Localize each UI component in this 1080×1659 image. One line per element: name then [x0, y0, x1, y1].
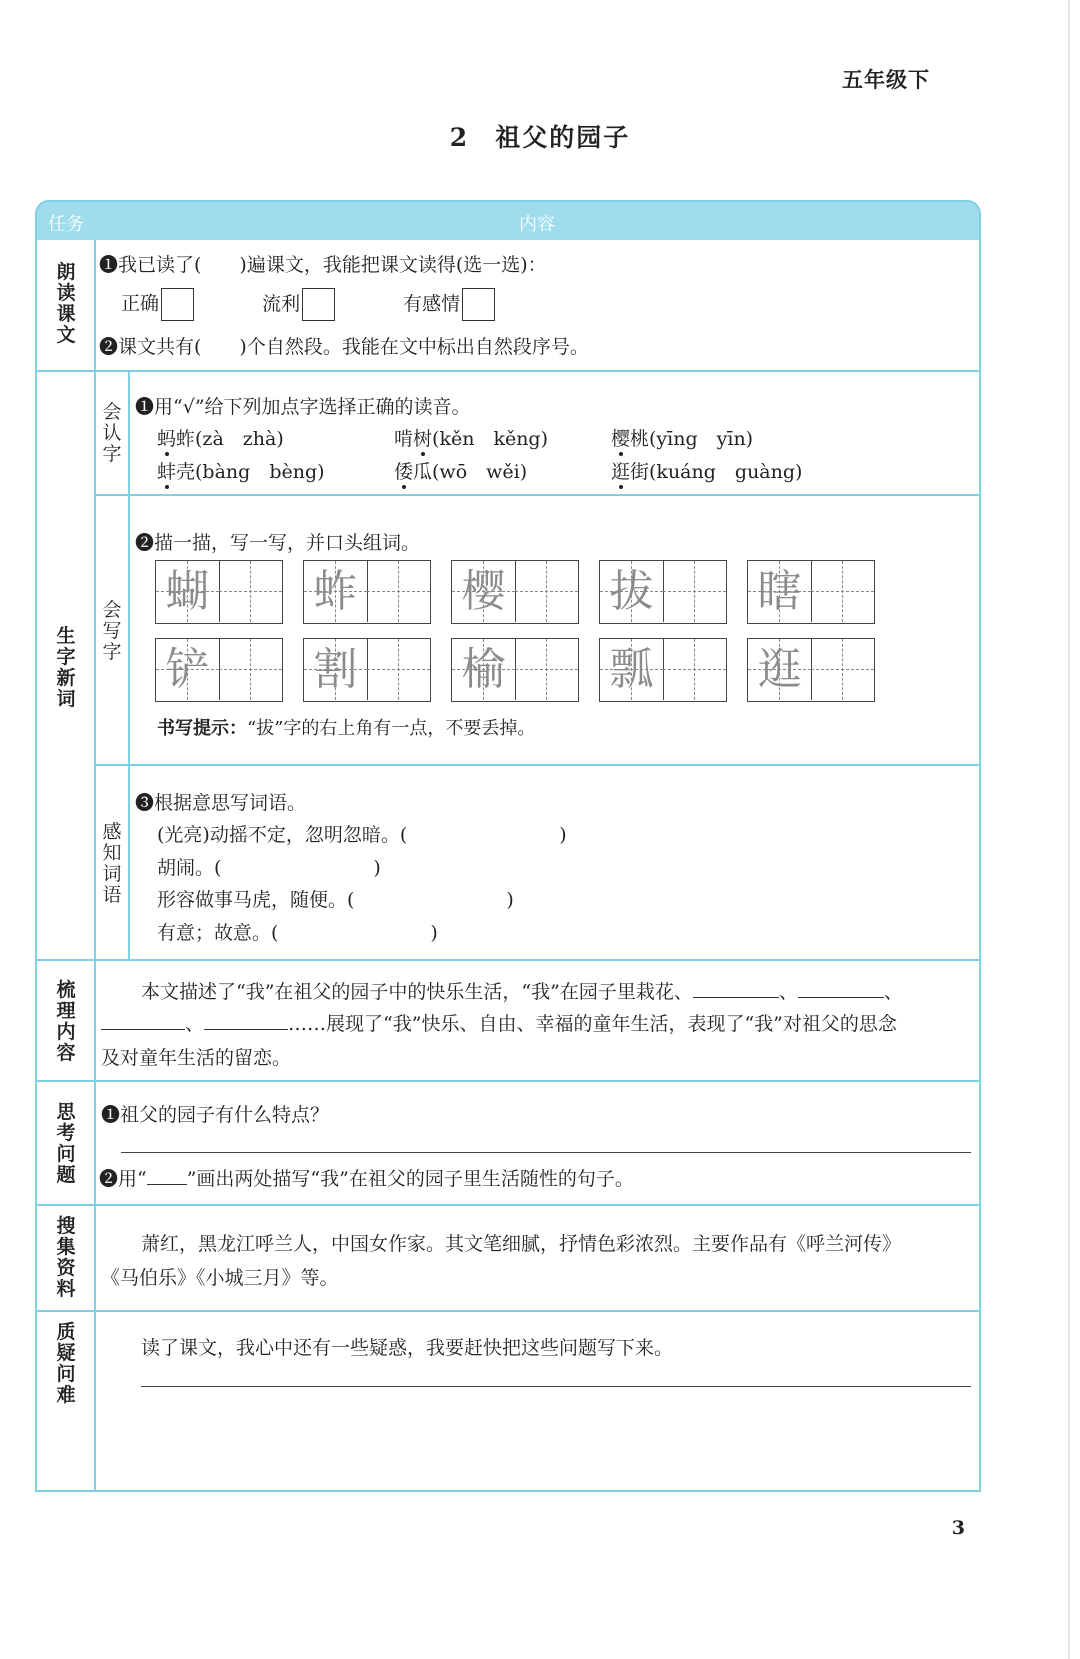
vertical-char: 问: [56, 1363, 76, 1385]
summary-line-3: 及对童年生活的留恋。: [101, 1047, 292, 1069]
line-sample: [147, 1166, 187, 1185]
writing-grid[interactable]: [303, 638, 431, 702]
label-question: [37, 1322, 95, 1406]
trace-char: 樱: [461, 566, 506, 617]
item-post: 街(kuáng guàng): [630, 461, 803, 483]
write-instruction: ❷描一描，写一写，并口头组词。: [135, 532, 421, 554]
vertical-char: 文: [56, 324, 76, 346]
sep: 、: [185, 1013, 205, 1035]
label-write: [96, 600, 128, 663]
question-text: 读了课文，我心中还有一些疑惑，我要赶快把这些问题写下来。: [141, 1337, 674, 1359]
writing-grid[interactable]: [747, 638, 875, 702]
vertical-char: 词: [102, 863, 122, 885]
vertical-char: 语: [102, 884, 122, 906]
summary-text-b: ……展现了“我”快乐、自由、幸福的童年生活，表现了“我”对祖父的思念: [288, 1013, 897, 1035]
vertical-char: 资: [56, 1257, 76, 1279]
trace-char: 逛: [757, 644, 802, 695]
blank-3[interactable]: [101, 1011, 185, 1030]
row-divider: [96, 764, 979, 766]
sublabel-divider: [128, 372, 130, 959]
label-question-text: [37, 1322, 95, 1406]
vertical-char: 词: [56, 688, 76, 710]
recognize-item-5: [394, 457, 527, 484]
perceive-item-1: (光亮)动摇不定，忽明忽暗。( ): [157, 824, 567, 846]
vertical-char: 感: [102, 821, 122, 843]
recognize-item-4: [157, 457, 325, 484]
worksheet-table: [35, 200, 981, 1492]
sep: 、: [883, 981, 903, 1003]
vertical-char: 会: [102, 599, 122, 621]
q2-text-a: ❷用“: [99, 1168, 147, 1190]
vertical-char: 思: [56, 1101, 76, 1123]
row-divider: [37, 370, 979, 372]
lesson-number: 2: [449, 123, 470, 152]
tip-text: “拔”字的右上角有一点，不要丢掉。: [247, 718, 536, 739]
vertical-char: 写: [102, 620, 122, 642]
item-pre: 啃: [394, 428, 414, 450]
label-perceive: [96, 822, 128, 906]
tip-label: 书写提示：: [157, 718, 247, 739]
summary-line-1: [141, 977, 903, 1004]
blank-1[interactable]: [693, 979, 779, 998]
trace-char: 蝴: [165, 566, 210, 617]
row-divider: [96, 494, 979, 496]
writing-grid[interactable]: [303, 560, 431, 624]
trace-char: 割: [313, 644, 358, 695]
perceive-item-4: 有意；故意。( ): [157, 922, 438, 944]
item-dotted-char: 树: [413, 428, 433, 450]
recognize-instruction: ❶用“√”给下列加点字选择正确的读音。: [135, 396, 471, 418]
vertical-char: 考: [56, 1122, 76, 1144]
checkbox-correct[interactable]: [161, 288, 194, 321]
trace-char: 蚱: [313, 566, 358, 617]
item-post: (kěn kěng): [432, 428, 549, 450]
item-post: 蚱(zà zhà): [176, 428, 284, 450]
writing-grid[interactable]: [451, 560, 579, 624]
label-thinking-text: [37, 1102, 95, 1186]
vertical-char: 问: [56, 1143, 76, 1165]
item-post: 桃(yīng yīn): [630, 428, 754, 450]
answer-line[interactable]: [121, 1152, 971, 1153]
vertical-char: 搜: [56, 1215, 76, 1237]
vertical-char: 理: [56, 1000, 76, 1022]
grade-label: 五年级下: [842, 67, 930, 92]
q2-text-b: ”画出两处描写“我”在祖父的园子里生活随性的句子。: [186, 1168, 634, 1190]
thinking-q2: [99, 1164, 634, 1191]
row-divider: [37, 959, 979, 961]
writing-grid[interactable]: [747, 560, 875, 624]
item-post: 壳(bàng bèng): [176, 461, 325, 483]
trace-char: 榆: [461, 644, 506, 695]
label-recognize-text: [96, 402, 128, 465]
vertical-char: 知: [102, 842, 122, 864]
vertical-char: 集: [56, 1236, 76, 1258]
vertical-char: 料: [56, 1278, 76, 1300]
vertical-char: 梳: [56, 979, 76, 1001]
vertical-char: 字: [56, 646, 76, 668]
checkbox-emotion[interactable]: [462, 288, 495, 321]
trace-char: 拔: [609, 566, 654, 617]
label-reading-text: [37, 262, 95, 346]
reading-q2: ❷课文共有( )个自然段。我能在文中标出自然段序号。: [99, 336, 589, 358]
perceive-instruction: ❸根据意思写词语。: [135, 792, 307, 814]
vertical-char: 题: [56, 1164, 76, 1186]
writing-tip: [157, 714, 535, 740]
table-header: [37, 202, 979, 240]
collect-line-1: 萧红，黑龙江呼兰人，中国女作家。其文笔细腻，抒情色彩浓烈。主要作品有《呼兰河传》: [141, 1233, 902, 1255]
vertical-char: 课: [56, 303, 76, 325]
perceive-item-3: 形容做事马虎，随便。( ): [157, 889, 514, 911]
label-collect: [37, 1216, 95, 1300]
page-number: 3: [951, 1517, 965, 1539]
trace-char: 铲: [165, 644, 210, 695]
lesson-title: [0, 118, 1080, 154]
summary-text-a: 本文描述了“我”在祖父的园子中的快乐生活，“我”在园子里栽花、: [141, 981, 693, 1003]
row-divider: [37, 1310, 979, 1312]
blank-2[interactable]: [798, 979, 884, 998]
lesson-title-text: 祖父的园子: [495, 123, 631, 152]
row-divider: [37, 1204, 979, 1206]
vertical-char: 字: [102, 443, 122, 465]
label-collect-text: [37, 1216, 95, 1300]
recognize-item-6: [611, 457, 802, 484]
perceive-item-2: 胡闹。( ): [157, 857, 381, 879]
vertical-char: 新: [56, 667, 76, 689]
vertical-char: 读: [56, 282, 76, 304]
label-summary-text: [37, 980, 95, 1064]
reading-options: [121, 288, 495, 321]
vertical-char: 质: [56, 1321, 76, 1343]
item-post: 瓜(wō wěi): [413, 461, 528, 483]
reading-q1: ❶我已读了( )遍课文，我能把课文读得(选一选)：: [99, 254, 547, 276]
thinking-q1: ❶祖父的园子有什么特点？: [101, 1104, 330, 1126]
writing-grid[interactable]: [599, 560, 727, 624]
item-dotted-char: 逛: [611, 461, 631, 483]
label-reading: [37, 262, 95, 346]
label-vocab-text: [37, 626, 95, 710]
trace-char: 瓢: [609, 644, 654, 695]
header-content: 内容: [519, 214, 555, 235]
option-correct: 正确: [121, 292, 160, 315]
summary-line-2: [101, 1009, 897, 1036]
label-perceive-text: [96, 822, 128, 906]
vertical-char: 疑: [56, 1342, 76, 1364]
vertical-char: 朗: [56, 261, 76, 283]
row-divider: [37, 1080, 979, 1082]
option-fluent: 流利: [262, 292, 301, 315]
collect-line-2: 《马伯乐》《小城三月》等。: [101, 1267, 339, 1289]
label-summary: [37, 980, 95, 1064]
label-write-text: [96, 600, 128, 663]
vertical-char: 容: [56, 1042, 76, 1064]
answer-line[interactable]: [141, 1386, 971, 1387]
item-dotted-char: 蚂: [157, 428, 177, 450]
sep: 、: [778, 981, 798, 1003]
trace-char: 瞎: [757, 566, 802, 617]
vertical-char: 字: [102, 641, 122, 663]
item-dotted-char: 倭: [394, 461, 414, 483]
blank-4[interactable]: [204, 1011, 288, 1030]
page-edge: [1068, 0, 1070, 1659]
vertical-char: 认: [102, 422, 122, 444]
label-recognize: [96, 402, 128, 465]
recognize-item-1: [157, 424, 284, 451]
header-task: 任务: [48, 214, 84, 235]
writing-grid[interactable]: [599, 638, 727, 702]
recognize-item-2: [394, 424, 548, 451]
vertical-char: 会: [102, 401, 122, 423]
option-emotion: 有感情: [403, 292, 461, 315]
vertical-char: 难: [56, 1384, 76, 1406]
label-thinking: [37, 1102, 95, 1186]
recognize-item-3: [611, 424, 753, 451]
writing-grid[interactable]: [155, 560, 283, 624]
vertical-char: 生: [56, 625, 76, 647]
vertical-char: 内: [56, 1021, 76, 1043]
writing-grid[interactable]: [451, 638, 579, 702]
label-vocab: [37, 626, 95, 710]
writing-grid[interactable]: [155, 638, 283, 702]
checkbox-fluent[interactable]: [302, 288, 335, 321]
item-dotted-char: 樱: [611, 428, 631, 450]
item-dotted-char: 蚌: [157, 461, 177, 483]
